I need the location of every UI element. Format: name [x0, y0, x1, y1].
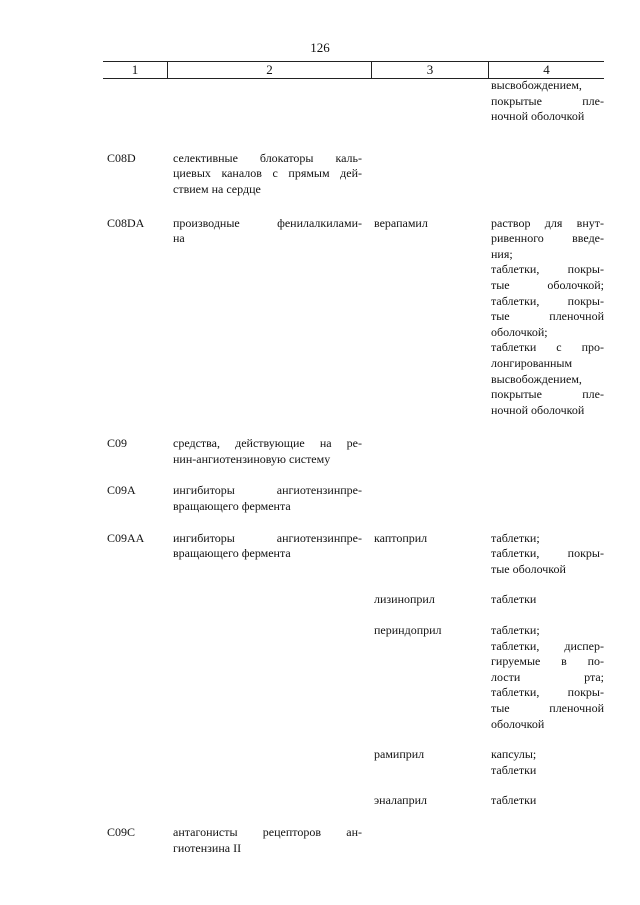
- dosage-forms: [486, 747, 604, 778]
- table-row: [103, 78, 604, 125]
- dosage-form-line: высвобождением,: [491, 78, 582, 92]
- drug-list: [370, 151, 604, 198]
- dosage-form-line: покрытые пле-: [491, 93, 604, 108]
- table-row: [103, 825, 604, 856]
- group-name: [167, 151, 370, 198]
- drug-entry: [370, 592, 604, 608]
- atc-code: [103, 78, 167, 125]
- dosage-form-line: ния;: [491, 246, 513, 261]
- group-name-line: вращающего фермента: [173, 546, 291, 561]
- drug-name: лизиноприл: [374, 592, 435, 607]
- group-name-line: циевых каналов с прямым дей-: [173, 166, 362, 181]
- drug-list: [370, 483, 604, 514]
- drug-list: [370, 436, 604, 467]
- dosage-form-line: оболочкой: [491, 716, 545, 731]
- drug-name: рамиприл: [374, 747, 425, 762]
- dosage-form-line: капсулы;: [491, 747, 537, 762]
- group-name: [167, 825, 370, 856]
- dosage-form-line: покрытые пле-: [491, 387, 604, 402]
- dosage-form-line: лости рта;: [491, 669, 604, 684]
- table-body: [103, 78, 604, 856]
- group-name: [167, 483, 370, 514]
- dosage-form-line: тые пленочной: [491, 309, 604, 324]
- dosage-forms: [486, 793, 604, 809]
- page-number: 126: [310, 40, 330, 55]
- table-row: [103, 531, 604, 809]
- dosage-form-line: высвобождением,: [491, 371, 582, 386]
- drug-entry: [370, 216, 604, 419]
- dosage-form-line: таблетки, покры-: [491, 293, 604, 308]
- dosage-form-line: таблетки: [491, 592, 537, 607]
- group-name-line: средства, действующие на ре-: [173, 436, 362, 451]
- atc-code: C08D: [107, 150, 136, 165]
- group-name-line: нин-ангиотензиновую систему: [173, 451, 331, 466]
- drug-name: каптоприл: [374, 530, 428, 545]
- group-name: [167, 78, 370, 125]
- dosage-form-line: лонгированным: [491, 355, 573, 370]
- atc-code: C09AA: [107, 530, 145, 545]
- dosage-form-line: оболочкой;: [491, 324, 548, 339]
- drug-list: [370, 216, 604, 419]
- dosage-form-line: ривенного введе-: [491, 231, 604, 246]
- atc-code: C08DA: [107, 215, 145, 230]
- group-name-line: ингибиторы ангиотензинпре-: [173, 530, 362, 545]
- dosage-form-line: тые оболочкой;: [491, 277, 604, 292]
- header-col-2: 2: [167, 62, 371, 78]
- drug-name: периндоприл: [374, 623, 442, 638]
- dosage-form-line: тые пленочной: [491, 701, 604, 715]
- group-name-line: на: [173, 231, 185, 246]
- table-header: [103, 61, 604, 79]
- drug-name: эналаприл: [374, 793, 427, 808]
- dosage-form-line: тые оболочкой: [491, 561, 566, 576]
- dosage-form-line: гируемые в по-: [491, 654, 604, 669]
- group-name: [167, 531, 370, 809]
- table-row: [103, 483, 604, 514]
- dosage-form-line: таблетки;: [491, 623, 540, 638]
- drug-entry: [370, 747, 604, 778]
- dosage-forms: [486, 592, 604, 608]
- dosage-form-line: таблетки, покры-: [491, 546, 604, 561]
- dosage-form-line: таблетки, покры-: [491, 262, 604, 277]
- group-name-line: ствием на сердце: [173, 181, 261, 196]
- drug-entry: [370, 78, 604, 125]
- atc-code: C09C: [107, 824, 136, 839]
- table-row: [103, 436, 604, 467]
- group-name: [167, 436, 370, 467]
- group-name: [167, 216, 370, 419]
- dosage-form-line: таблетки;: [491, 530, 540, 545]
- dosage-forms: [486, 623, 604, 732]
- group-name-line: ингибиторы ангиотензинпре-: [173, 483, 362, 498]
- dosage-form-line: ночной оболочкой: [491, 109, 585, 124]
- dosage-forms: [486, 531, 604, 578]
- group-name-line: вращающего фермента: [173, 499, 291, 514]
- drug-name: [370, 78, 486, 125]
- dosage-form-line: таблетки, диспер-: [491, 638, 604, 653]
- dosage-form-line: таблетки: [491, 762, 537, 777]
- dosage-forms: [486, 216, 604, 419]
- group-name-line: гиотензина II: [173, 840, 242, 855]
- drug-list: [370, 825, 604, 856]
- drug-list: [370, 531, 604, 809]
- table-row: [103, 216, 604, 419]
- drug-name: верапамил: [374, 215, 428, 230]
- header-col-4: 4: [488, 62, 604, 78]
- drug-list: [370, 78, 604, 125]
- drug-entry: [370, 793, 604, 809]
- atc-code: C09: [107, 436, 128, 451]
- group-name-line: антагонисты рецепторов ан-: [173, 824, 362, 839]
- dosage-form-line: таблетки: [491, 793, 537, 808]
- header-col-3: 3: [371, 62, 488, 78]
- table-row: [103, 151, 604, 198]
- drug-entry: [370, 531, 604, 578]
- dosage-forms: [486, 78, 604, 125]
- group-name-line: селективные блокаторы каль-: [173, 150, 362, 165]
- header-col-1: 1: [131, 62, 139, 77]
- dosage-form-line: таблетки с про-: [491, 340, 604, 355]
- drug-entry: [370, 623, 604, 732]
- atc-code: C09A: [107, 483, 136, 498]
- dosage-form-line: ночной оболочкой: [491, 402, 585, 417]
- group-name-line: производные фенилалкилами-: [173, 215, 362, 230]
- dosage-form-line: раствор для внут-: [491, 215, 604, 230]
- dosage-form-line: таблетки, покры-: [491, 685, 604, 700]
